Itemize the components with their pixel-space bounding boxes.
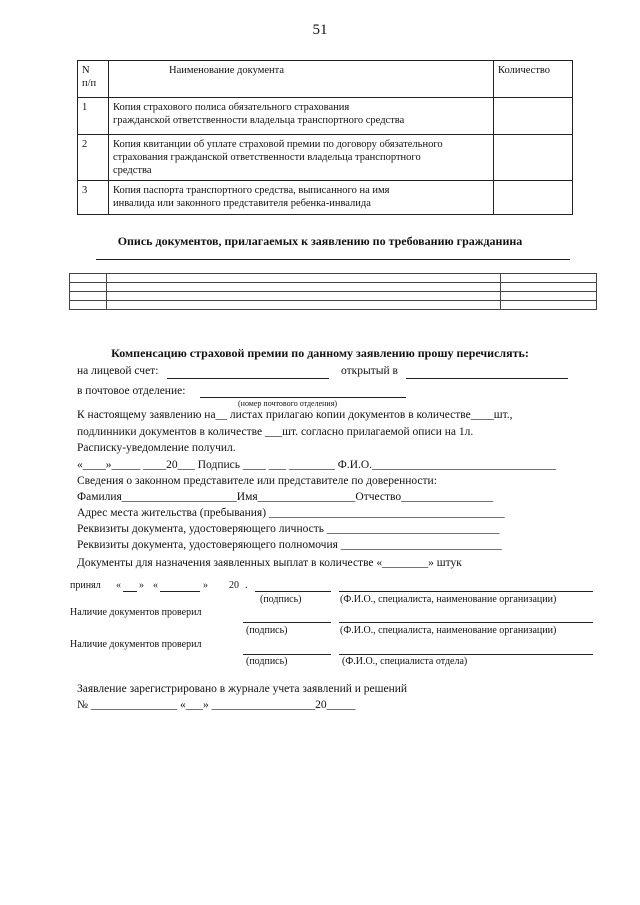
rep-authority-doc-row[interactable]: Реквизиты документа, удостоверяющего полномочия ____________________________: [77, 539, 502, 551]
row-qty[interactable]: [494, 135, 573, 181]
rep-name-row[interactable]: Фамилия____________________Имя_________________Отчество________________: [77, 491, 494, 503]
row-qty[interactable]: [494, 98, 573, 135]
year-dot: .: [245, 580, 248, 591]
month-quote-open: «: [153, 580, 158, 591]
checked-label-2: Наличие документов проверил: [70, 639, 202, 650]
row-name: Копия квитанции об уплате страховой премии по договору обязательного страхования гражданской ответственности владельца транспортного средства: [109, 135, 494, 181]
fio-org-hint-1: (Ф.И.О., специалиста, наименование организации): [340, 594, 557, 605]
table-row: [78, 135, 573, 181]
table-row: [70, 292, 597, 301]
post-hint: (номер почтового отделения): [238, 399, 338, 408]
opened-label: открытый в: [341, 365, 398, 377]
compensation-title: Компенсацию страховой премии по данному заявлению прошу перечислять:: [111, 346, 529, 360]
docs-count-line[interactable]: Документы для назначения заявленных выплат в количестве «________» штук: [77, 557, 462, 569]
year-label: 20: [229, 580, 239, 591]
table-row: [78, 181, 573, 215]
checked-sign-field-2[interactable]: [243, 654, 331, 655]
account-field[interactable]: [167, 378, 329, 379]
row-num: 1: [78, 98, 109, 135]
statement-line1: К настоящему заявлению на__ листах прилагаю копии документов в количестве____шт.,: [77, 409, 513, 421]
checked-fio-field-2[interactable]: [339, 654, 593, 655]
table-row: [70, 301, 597, 310]
date-day-field[interactable]: [123, 591, 137, 592]
page-number: 51: [312, 22, 328, 38]
fio-org-hint-2: (Ф.И.О., специалиста, наименование организации): [340, 625, 557, 636]
accepted-sign-field[interactable]: [255, 591, 331, 592]
registration-line2[interactable]: № _______________ «___» __________________20_____: [77, 699, 356, 711]
table-row: [70, 274, 597, 283]
statement-line2: подлинники документов в количестве ___шт. согласно прилагаемой описи на 1л.: [77, 426, 474, 438]
inventory-table: [69, 273, 597, 310]
sign-hint-2: (подпись): [246, 625, 288, 636]
date-quote-close: »: [139, 580, 144, 591]
checked-sign-field-1[interactable]: [243, 622, 331, 623]
documents-table: [77, 60, 573, 215]
date-signature-line[interactable]: «____»_____ ____20___ Подпись ____ ___ ________ Ф.И.О.________________________________: [77, 459, 557, 471]
registration-line1: Заявление зарегистрировано в журнале учета заявлений и решений: [77, 683, 408, 695]
rep-id-doc-row[interactable]: Реквизиты документа, удостоверяющего личность ______________________________: [77, 523, 500, 535]
accepted-fio-field[interactable]: [339, 591, 593, 592]
checked-fio-field-1[interactable]: [339, 622, 593, 623]
checked-label-1: Наличие документов проверил: [70, 607, 202, 618]
statement-line3: Расписку-уведомление получил.: [77, 442, 236, 454]
row-num: 2: [78, 135, 109, 181]
bank-field[interactable]: [406, 378, 568, 379]
date-quote-open: «: [116, 580, 121, 591]
post-label: в почтовое отделение:: [77, 385, 186, 397]
accepted-label: принял: [70, 580, 101, 591]
fio-dept-hint: (Ф.И.О., специалиста отдела): [342, 656, 468, 667]
sign-hint-3: (подпись): [246, 656, 288, 667]
account-label: на лицевой счет:: [77, 365, 159, 377]
header-num: N п/п: [78, 61, 109, 98]
inventory-underline: [96, 259, 570, 260]
header-name: Наименование документа: [109, 61, 494, 98]
rep-address-row[interactable]: Адрес места жительства (пребывания) _________________________________________: [77, 507, 505, 519]
row-num: 3: [78, 181, 109, 215]
table-row: [78, 98, 573, 135]
row-qty[interactable]: [494, 181, 573, 215]
sign-hint-1: (подпись): [260, 594, 302, 605]
post-office-field[interactable]: [200, 397, 406, 398]
date-month-field[interactable]: [160, 591, 200, 592]
header-qty: Количество: [494, 61, 573, 98]
rep-info-label: Сведения о законном представителе или представителе по доверенности:: [77, 475, 437, 487]
table-header-row: [78, 61, 573, 98]
inventory-title: Опись документов, прилагаемых к заявлению по требованию гражданина: [117, 234, 523, 248]
row-name: Копия страхового полиса обязательного страхования гражданской ответственности владельца транспортного средства: [109, 98, 494, 135]
table-row: [70, 283, 597, 292]
row-name: Копия паспорта транспортного средства, выписанного на имя инвалида или законного представителя ребенка-инвалида: [109, 181, 494, 215]
month-quote-close: »: [203, 580, 208, 591]
